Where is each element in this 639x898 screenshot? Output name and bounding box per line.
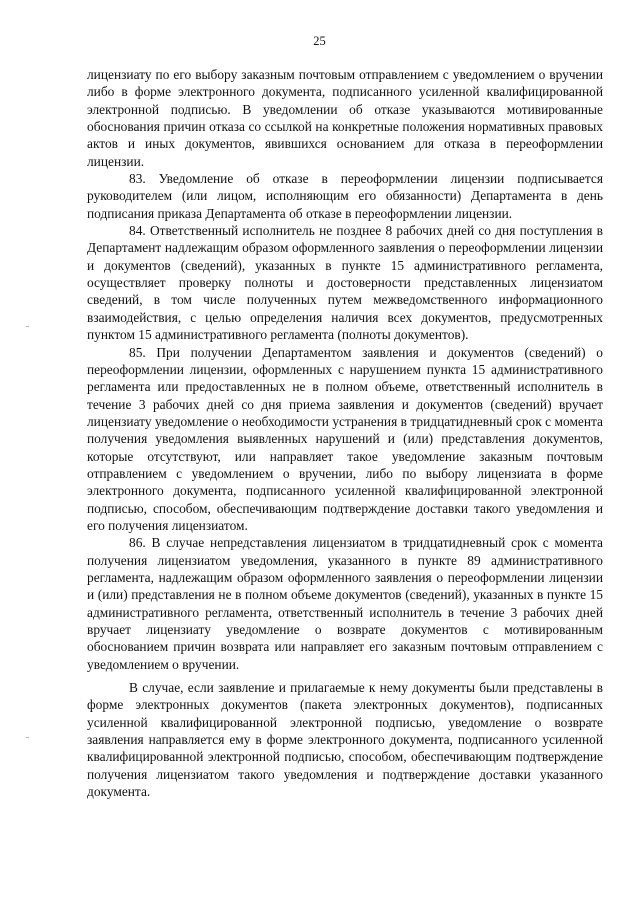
document-body xyxy=(87,66,603,800)
paragraph-86: 86. В случае непредставления лицензиатом в тридцатидневный срок с момента получения лицензиатом уведомления, указанного в пункте 89 административного регламента, надлежащим образом оформленного заявления о переоформлении лицензии и (или) представления не в полном объеме документов (сведений), указанных в пункте 15 административного регламента, ответственный исполнитель в течение 3 рабочих дней вручает лицензиату уведомление о возврате документов с мотивированным обоснованием причин возврата или направляет его заказным почтовым отправлением с уведомлением о вручении. xyxy=(87,535,603,672)
paragraph-84: 84. Ответственный исполнитель не позднее 8 рабочих дней со дня поступления в Департамент надлежащим образом оформленного заявления о переоформлении лицензии и документов (сведений), указанных в пункте 15 административного регламента, осуществляет проверку полноты и достоверности представленных лицензиатом сведений, в том числе полученных путем межведомственного информационного взаимодействия, с целью определения наличия всех документов, предусмотренных пунктом 15 административного регламента (полноты документов). xyxy=(87,223,603,343)
scan-margin-mark xyxy=(26,326,29,327)
paragraph-83: 83. Уведомление об отказе в переоформлении лицензии подписывается руководителем (или лицом, исполняющим его обязанности) Департамента в день подписания приказа Департамента об отказе в переоформлении лицензии. xyxy=(87,171,603,221)
scan-margin-mark xyxy=(26,737,29,738)
paragraph-85: 85. При получении Департаментом заявления и документов (сведений) о переоформлении лицензии, оформленных с нарушением пункта 15 административного регламента или предоставленных не в полном объеме, ответственный исполнитель в течение 3 рабочих дней со дня приема заявления и документов (сведений) вручает лицензиату уведомление о необходимости устранения в тридцатидневный срок с момента получения уведомления выявленных нарушений и (или) представления документов, которые отсутствуют, или направляет такое уведомление заказным почтовым отправлением с уведомлением о вручении, либо по выбору лицензиата в форме электронного документа, подписанного усиленной квалифицированной электронной подписью, способом, обеспечивающим подтверждение доставки такого уведомления и его получения лицензиатом. xyxy=(87,344,603,533)
paragraph-electronic-return: В случае, если заявление и прилагаемые к нему документы были представлены в форме электронных документов (пакета электронных документов), подписанных усиленной квалифицированной электронной подписью, уведомление о возврате заявления направляется ему в форме электронного документа, подписанного усиленной квалифицированной электронной подписью, способом, обеспечивающим подтверждение получения лицензиатом такого уведомления и подтверждение доставки указанного документа. xyxy=(87,680,603,800)
paragraph-continuation: лицензиату по его выбору заказным почтовым отправлением с уведомлением о вручении либо в форме электронного документа, подписанного усиленной квалифицированной электронной подписью. В уведомлении об отказе указываются мотивированные обоснования причин отказа со ссылкой на конкретные положения нормативных правовых актов и иных документов, явившихся основанием для отказа в переоформлении лицензии. xyxy=(87,67,603,169)
page-number: 25 xyxy=(313,34,326,48)
